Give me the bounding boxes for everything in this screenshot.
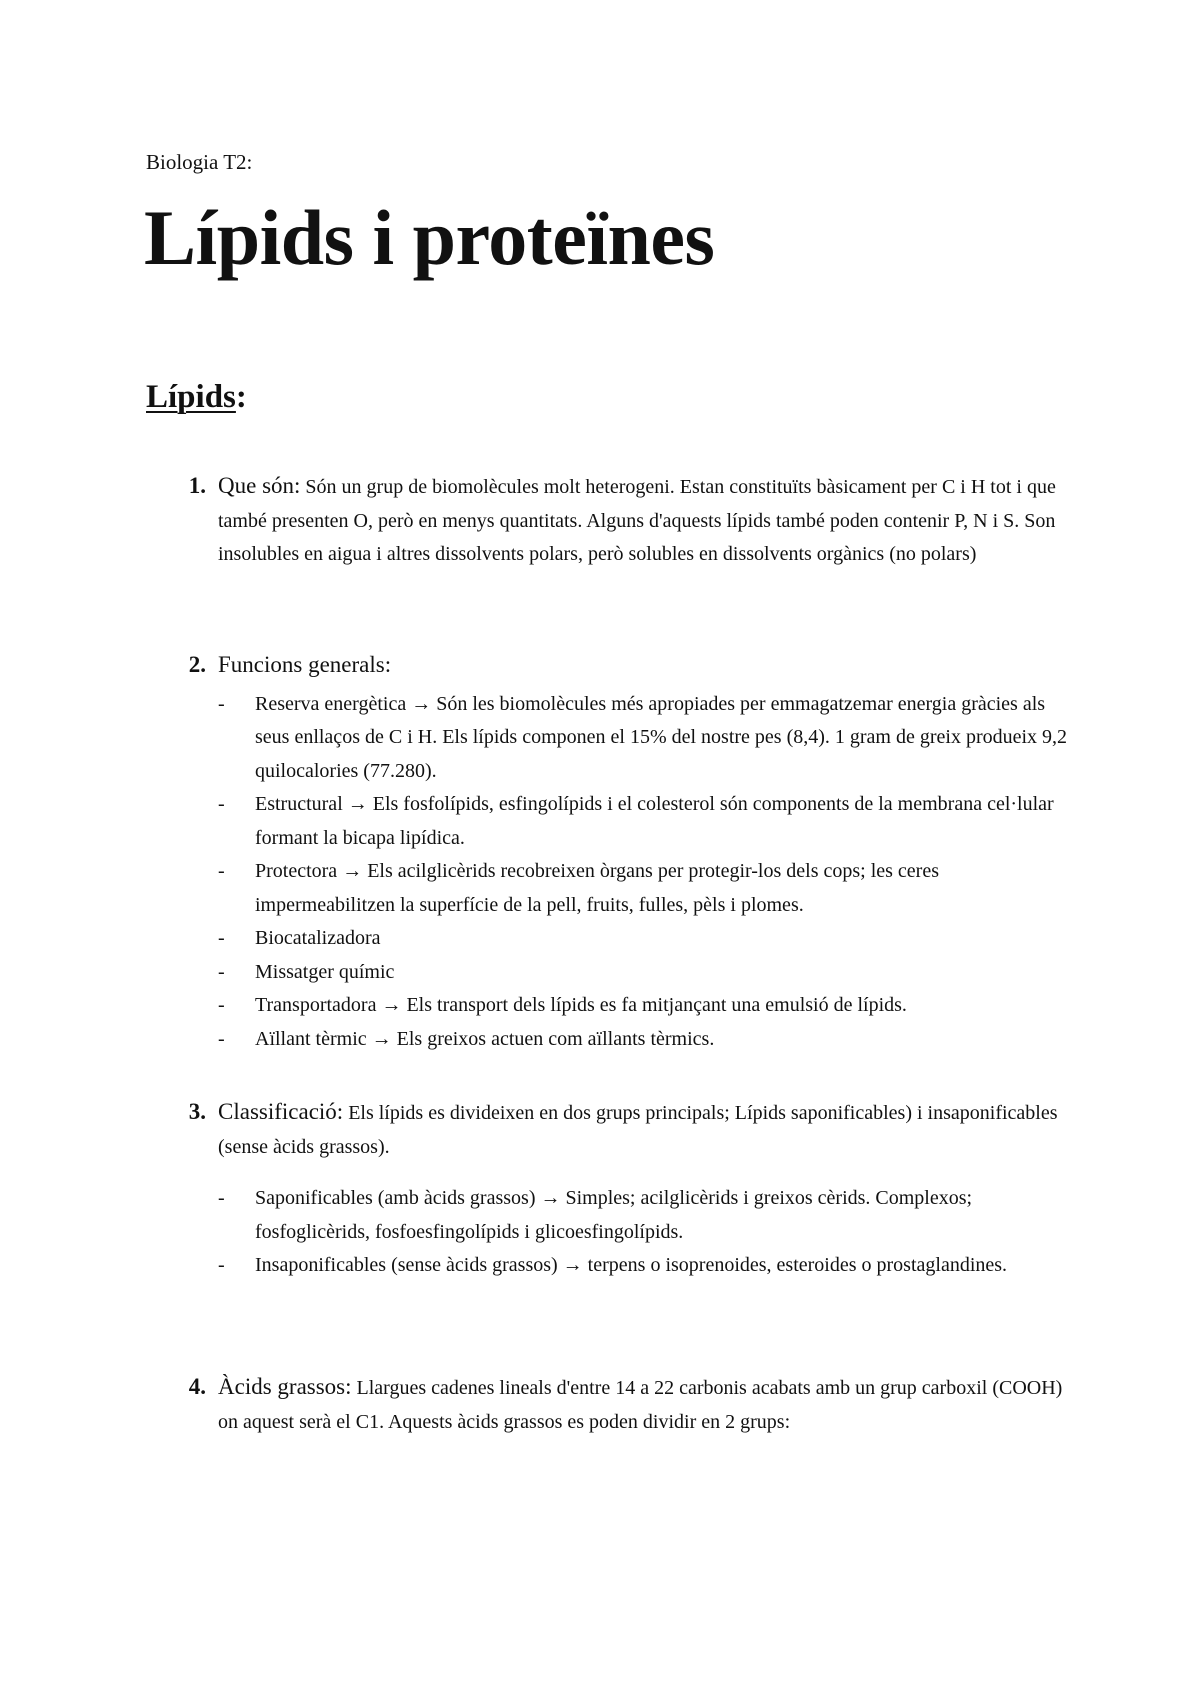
item-text: Llargues cadenes lineals d'entre 14 a 22 carbonis acabats amb un grup carboxil (COOH) on aquest serà el C1. Aquests àcids grassos es poden dividir en 2 grups: — [218, 1377, 1063, 1433]
bullet-item — [182, 1249, 1082, 1283]
list-item-acids-grassos — [182, 1370, 1082, 1439]
bullet-item — [182, 956, 1082, 990]
item-heading: Funcions generals: — [218, 652, 392, 677]
bullet-dash: - — [218, 994, 225, 1016]
bullet-item — [182, 855, 1082, 922]
bullet-dash: - — [218, 1187, 225, 1209]
section-heading — [146, 378, 247, 418]
item-heading: Àcids grassos: — [218, 1374, 352, 1399]
list-item-number: 3. — [188, 1099, 206, 1124]
bullet-text: Protectora → Els acilglicèrids recobreixen òrgans per protegir-los dels cops; les ceres impermeabilitzen la superfície de la pell, fruits, fulles, pèls i plomes. — [255, 860, 939, 916]
bullet-text: Estructural → Els fosfolípids, esfingolípids i el colesterol són components de la membrana cel·lular formant la bicapa lipídica. — [255, 793, 1054, 849]
bullet-item — [182, 922, 1082, 956]
bullet-text: Biocatalizadora — [255, 927, 381, 949]
bullet-text: Insaponificables (sense àcids grassos) → terpens o isoprenoides, esteroides o prostaglandines. — [255, 1254, 1008, 1276]
subject-label: Biologia T2: — [146, 150, 253, 174]
item-heading: Classificació: — [218, 1099, 344, 1124]
item-text: Són un grup de biomolècules molt heterogeni. Estan constituïts bàsicament per C i H tot i que també presenten O, però en menys quantitats. Alguns d'aquests lípids també poden contenir P, N i S. Son insolubles en aigua i altres dissolvents polars, però solubles en dissolvents orgànics (no polars) — [218, 476, 1056, 565]
bullet-text: Reserva energètica → Són les biomolècules més apropiades per emmagatzemar energia gràcies als seus enllaços de C i H. Els lípids componen el 15% del nostre pes (8,4). 1 gram de greix produeix 9,2 quilocalories (77.280). — [255, 692, 1068, 782]
bullet-item — [182, 788, 1082, 855]
bullet-list — [182, 1182, 1082, 1283]
list-item-classificacio — [182, 1095, 1082, 1283]
bullet-item — [182, 688, 1082, 789]
item-heading: Que són: — [218, 473, 301, 498]
section-heading-colon: : — [235, 379, 247, 415]
item-text: Els lípids es divideixen en dos grups principals; Lípids saponificables) i insaponificables (sense àcids grassos). — [218, 1102, 1058, 1158]
bullet-text: Transportadora → Els transport dels lípids es fa mitjançant una emulsió de lípids. — [255, 994, 907, 1016]
list-item-number: 1. — [188, 473, 206, 498]
bullet-text: Missatger químic — [255, 960, 395, 983]
section-heading-text: Lípids — [146, 379, 236, 415]
bullet-list — [182, 688, 1082, 1057]
bullet-text: Aïllant tèrmic → Els greixos actuen com aïllants tèrmics. — [255, 1027, 715, 1050]
bullet-dash: - — [218, 793, 225, 815]
bullet-item — [182, 989, 1082, 1023]
bullet-item — [182, 1023, 1082, 1057]
bullet-dash: - — [218, 1254, 225, 1276]
list-item-number: 4. — [188, 1374, 206, 1399]
bullet-dash: - — [218, 960, 225, 983]
bullet-dash: - — [218, 860, 225, 882]
bullet-item — [182, 1182, 1082, 1249]
bullet-dash: - — [218, 692, 225, 715]
list-item-funcions-generals — [182, 648, 1082, 1056]
bullet-dash: - — [218, 927, 225, 949]
page-title: Lípids i proteïnes — [144, 194, 715, 281]
bullet-text: Saponificables (amb àcids grassos) → Simples; acilglicèrids i greixos cèrids. Complexos; fosfoglicèrids, fosfoesfingolípids i glicoesfingolípids. — [255, 1187, 973, 1243]
list-item-que-son — [182, 469, 1082, 572]
bullet-dash: - — [218, 1027, 225, 1050]
list-item-number: 2. — [188, 652, 206, 677]
